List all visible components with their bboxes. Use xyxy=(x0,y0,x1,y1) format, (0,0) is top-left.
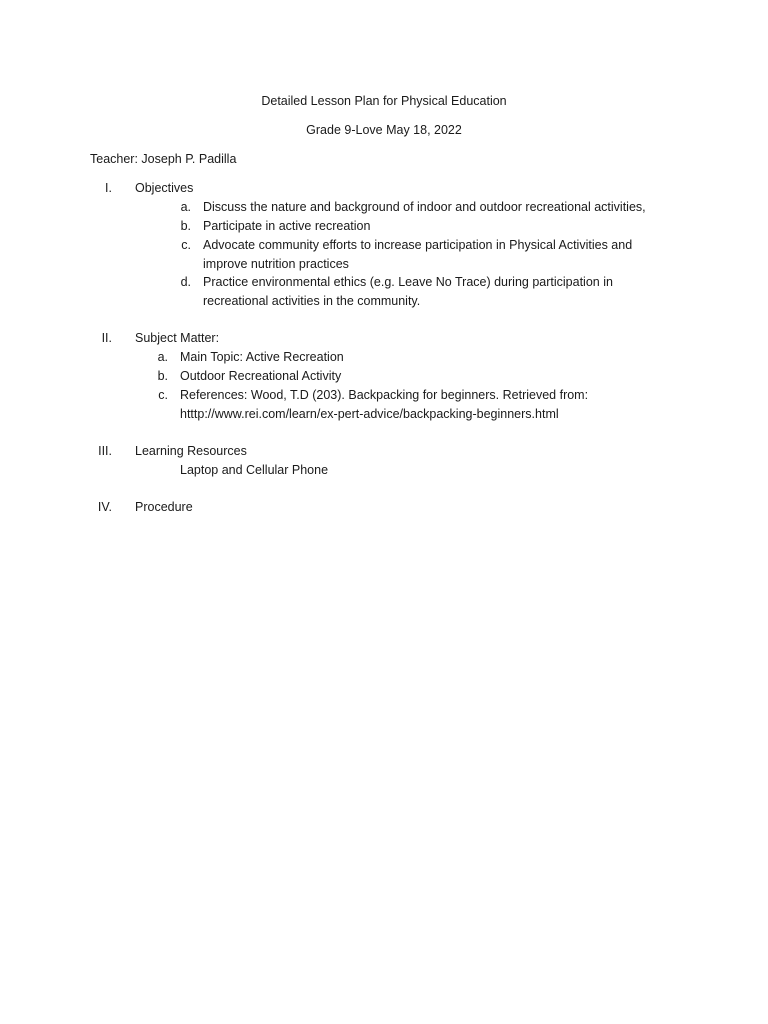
list-item: References: Wood, T.D (203). Backpacking for beginners. Retrieved from: xyxy=(180,388,589,402)
section-heading: Subject Matter: xyxy=(135,331,220,345)
teacher-line: Teacher: Joseph P. Padilla xyxy=(90,152,237,166)
list-marker: c. xyxy=(181,238,191,252)
section-numeral: I. xyxy=(105,181,112,195)
section-heading: Objectives xyxy=(135,181,194,195)
list-item: Practice environmental ethics (e.g. Leave No Trace) during participation in xyxy=(203,275,613,289)
section-numeral: II. xyxy=(101,331,112,345)
list-marker: d. xyxy=(180,275,191,289)
list-item: Advocate community efforts to increase participation in Physical Activities and xyxy=(203,238,633,252)
list-item: Discuss the nature and background of indoor and outdoor recreational activities, xyxy=(203,200,646,214)
section-numeral: IV. xyxy=(97,500,112,514)
section-heading: Learning Resources xyxy=(135,444,247,458)
list-item-continuation: htttp://www.rei.com/learn/ex-pert-advice/backpacking-beginners.html xyxy=(180,407,559,421)
list-item: Outdoor Recreational Activity xyxy=(180,369,342,383)
list-marker: c. xyxy=(158,388,168,402)
list-marker: b. xyxy=(180,219,191,233)
list-marker: b. xyxy=(157,369,168,383)
list-marker: a. xyxy=(180,200,191,214)
document-title: Detailed Lesson Plan for Physical Education xyxy=(261,94,507,108)
document-subtitle: Grade 9-Love May 18, 2022 xyxy=(306,123,462,137)
section-heading: Procedure xyxy=(135,500,193,514)
list-item-continuation: recreational activities in the community. xyxy=(203,294,421,308)
list-marker: a. xyxy=(157,350,168,364)
section-body: Laptop and Cellular Phone xyxy=(180,463,329,477)
section-numeral: III. xyxy=(98,444,112,458)
list-item: Participate in active recreation xyxy=(203,219,371,233)
list-item-continuation: improve nutrition practices xyxy=(203,257,349,271)
list-item: Main Topic: Active Recreation xyxy=(180,350,344,364)
